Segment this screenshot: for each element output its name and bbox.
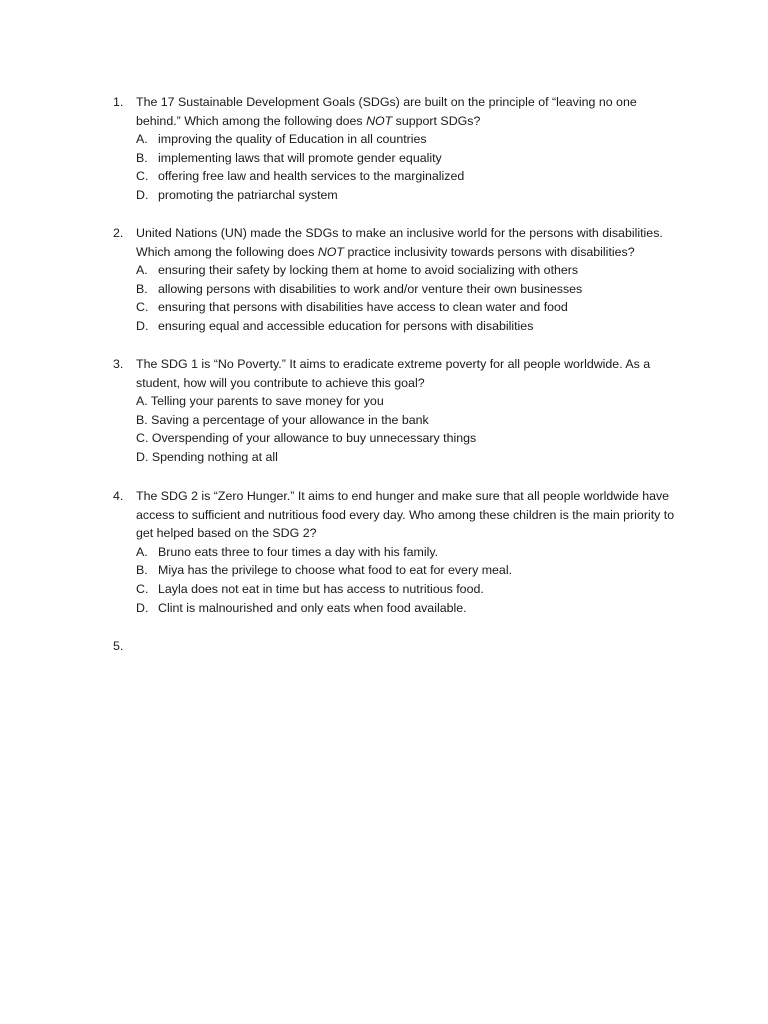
question-number: 1. [113, 95, 124, 109]
option-b [136, 280, 681, 299]
option-b: B. Saving a percentage of your allowance in the bank [136, 412, 429, 427]
question-text [136, 93, 681, 130]
option-d [136, 317, 681, 336]
option-text: promoting the patriarchal system [158, 187, 338, 202]
option-a [136, 543, 681, 562]
option-a [136, 261, 681, 280]
option-letter: A. [136, 263, 148, 278]
option-text: improving the quality of Education in all countries [158, 132, 427, 147]
option-text: ensuring equal and accessible education for persons with disabilities [158, 318, 534, 333]
option-letter: B. [136, 150, 148, 165]
option-d [136, 599, 681, 618]
question-text-emphasis: NOT [317, 244, 344, 259]
question-text: The SDG 1 is “No Poverty.” It aims to eradicate extreme poverty for all people worldwide. As a student, how will you contribute to achieve this goal? [136, 357, 651, 390]
question-text-part: The 17 Sustainable Development Goals (SDGs) are built on the principle of “leaving no one behind.” Which among the following does [136, 95, 637, 128]
question-body [136, 224, 681, 336]
question-text-part: practice inclusivity towards persons with disabilities? [344, 244, 635, 259]
option-letter: A. [136, 544, 148, 559]
option-d: D. Spending nothing at all [136, 449, 278, 464]
option-letter: B. [136, 563, 148, 578]
option-text: allowing persons with disabilities to work and/or venture their own businesses [158, 281, 583, 296]
option-letter: D. [136, 318, 149, 333]
question-text [136, 224, 681, 261]
option-c [136, 580, 681, 599]
question-text-emphasis: NOT [366, 113, 393, 128]
question-text-part: support SDGs? [392, 113, 481, 128]
question-text: The SDG 2 is “Zero Hunger.” It aims to end hunger and make sure that all people worldwide have access to sufficient and nutritious food every day. Who among these children is the main priority to get helped based on the SDG 2? [136, 489, 675, 541]
option-a [136, 130, 681, 149]
option-c [136, 167, 681, 186]
option-c: C. Overspending of your allowance to buy unnecessary things [136, 431, 477, 446]
option-text: ensuring their safety by locking them at home to avoid socializing with others [158, 263, 579, 278]
option-b [136, 561, 681, 580]
option-b [136, 149, 681, 168]
question-body [136, 355, 681, 467]
option-letter: B. [136, 281, 148, 296]
option-text: Miya has the privilege to choose what food to eat for every meal. [158, 563, 513, 578]
question-number: 5. [113, 639, 124, 653]
option-letter: C. [136, 581, 149, 596]
option-text: Bruno eats three to four times a day with his family. [158, 544, 439, 559]
question-text-part: United Nations (UN) made the SDGs to make an inclusive world for the persons with disabilities. Which among the following does [136, 226, 663, 259]
option-c [136, 298, 681, 317]
option-text: ensuring that persons with disabilities have access to clean water and food [158, 300, 568, 315]
question-body [136, 93, 681, 205]
option-text: offering free law and health services to the marginalized [158, 169, 465, 184]
option-letter: A. [136, 132, 148, 147]
option-letter: C. [136, 300, 149, 315]
option-letter: D. [136, 187, 149, 202]
option-text: implementing laws that will promote gender equality [158, 150, 442, 165]
option-d [136, 186, 681, 205]
option-text: Clint is malnourished and only eats when food available. [158, 600, 467, 615]
option-a: A. Telling your parents to save money for you [136, 394, 384, 409]
option-text: Layla does not eat in time but has access to nutritious food. [158, 581, 484, 596]
option-letter: C. [136, 169, 149, 184]
question-number: 4. [113, 489, 124, 503]
question-number: 3. [113, 357, 124, 371]
question-number: 2. [113, 226, 124, 240]
question-body [136, 487, 681, 617]
option-letter: D. [136, 600, 149, 615]
